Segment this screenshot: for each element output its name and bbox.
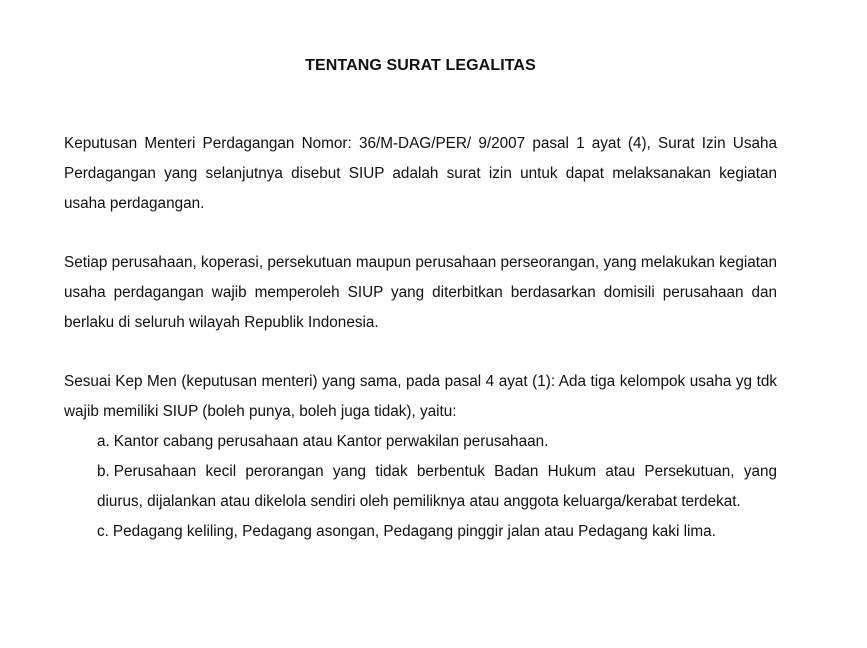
list-item-text: Pedagang keliling, Pedagang asongan, Pedagang pinggir jalan atau Pedagang kaki lima. xyxy=(112,523,716,540)
list-marker: b. xyxy=(97,463,110,480)
list-marker: c. xyxy=(97,523,109,540)
list-item-text: Kantor cabang perusahaan atau Kantor perwakilan perusahaan. xyxy=(113,433,549,450)
list-item xyxy=(64,427,777,457)
document-title: TENTANG SURAT LEGALITAS xyxy=(305,57,536,74)
list-marker: a. xyxy=(97,433,110,450)
paragraph-siup-definition: Keputusan Menteri Perdagangan Nomor: 36/M-DAG/PER/ 9/2007 pasal 1 ayat (4), Surat Izin Usaha Perdagangan yang selanjutnya disebut SIUP adalah surat izin untuk dapat melaksanakan kegiatan usaha perdagangan. xyxy=(64,135,777,212)
document-page xyxy=(64,56,777,547)
list-intro: Sesuai Kep Men (keputusan menteri) yang sama, pada pasal 4 ayat (1): Ada tiga kelompok usaha yg tdk wajib memiliki SIUP (boleh punya, boleh juga tidak), yaitu: xyxy=(64,373,777,420)
list-item xyxy=(64,517,777,547)
paragraph-siup-obligation: Setiap perusahaan, koperasi, persekutuan maupun perusahaan perseorangan, yang melakukan kegiatan usaha perdagangan wajib memperoleh SIUP yang diterbitkan berdasarkan domisili perusahaan dan berlaku di seluruh wilayah Republik Indonesia. xyxy=(64,254,777,331)
list-item xyxy=(64,457,777,517)
exemption-list xyxy=(64,427,777,547)
list-item-text: Perusahaan kecil perorangan yang tidak berbentuk Badan Hukum atau Persekutuan, yang diurus, dijalankan atau dikelola sendiri oleh pemiliknya atau anggota keluarga/kerabat terdekat. xyxy=(97,463,777,510)
